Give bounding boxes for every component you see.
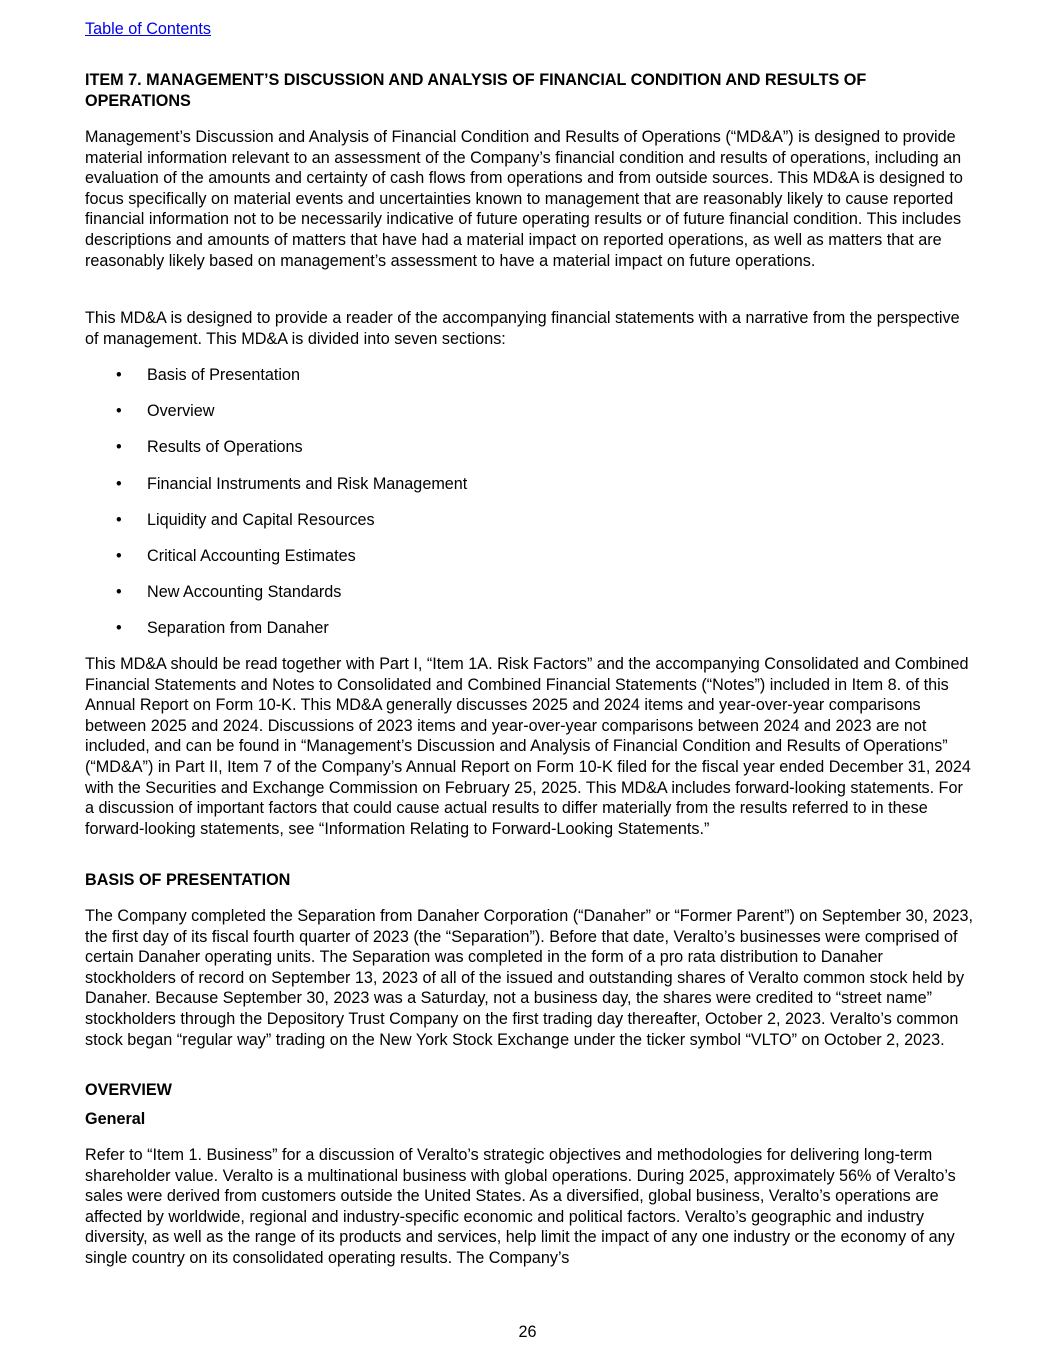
section-label: Results of Operations [147,438,303,457]
section-label: Critical Accounting Estimates [147,546,356,565]
section-label: Financial Instruments and Risk Management [147,474,468,493]
list-item [85,582,975,618]
item7-title: ITEM 7. MANAGEMENT’S DISCUSSION AND ANALYSIS OF FINANCIAL CONDITION AND RESULTS OF OPERATIONS [85,71,867,110]
item7-paragraph-1: Management’s Discussion and Analysis of Financial Condition and Results of Operations (“MD&A”) is designed to provide material information relevant to an assessment of the Company’s financial condition and results of operations, including an evaluation of the amounts and certainty of cash flows from operations and from outside sources. This MD&A is designed to focus specifically on material events and uncertainties known to management that are reasonably likely to cause reported financial information not to be necessarily indicative of future operating results or of future financial condition. This includes descriptions and amounts of matters that have had a material impact on reported operations, as well as matters that are reasonably likely based on management’s assessment to have a material impact on future operations. [85,128,963,270]
bullet-icon: • [116,546,122,565]
bullet-icon: • [116,474,122,493]
section-label: Overview [147,402,215,421]
list-item [85,401,975,437]
item7-paragraph-2: This MD&A is designed to provide a reader of the accompanying financial statements with a narrative from the perspective of management. This MD&A is divided into seven sections: [85,309,960,348]
section-label: New Accounting Standards [147,583,342,602]
overview-heading: OVERVIEW [85,1081,172,1099]
basis-paragraph: The Company completed the Separation from Danaher Corporation (“Danaher” or “Former Parent”) on September 30, 2023, the first day of its fiscal fourth quarter of 2023 (the “Separation”). Before that date, Veralto’s businesses were comprised of certain Danaher operating units. The Separation was completed in the form of a pro rata distribution to Danaher stockholders of record on September 13, 2023 of all of the issued and outstanding shares of Veralto common stock held by Danaher. Because September 30, 2023 was a Saturday, not a business day, the shares were credited to “street name” stockholders through the Depository Trust Company on the first trading day thereafter, October 2, 2023. Veralto’s common stock began “regular way” trading on the New York Stock Exchange under the ticker symbol “VLTO” on October 2, 2023. [85,907,974,1049]
bullet-icon: • [116,619,122,638]
section-label: Liquidity and Capital Resources [147,510,375,529]
list-item [85,510,975,546]
bullet-icon: • [116,583,122,602]
overview-subheading-general: General [85,1110,146,1128]
item7-paragraph-3: This MD&A should be read together with Part I, “Item 1A. Risk Factors” and the accompanying Consolidated and Combined Financial Statements and Notes to Consolidated and Combined Financial Statements (“Notes”) included in Item 8. of this Annual Report on Form 10-K. This MD&A generally discusses 2025 and 2024 items and year-over-year comparisons between 2025 and 2024. Discussions of 2023 items and year-over-year comparisons between 2024 and 2023 are not included, and can be found in “Management’s Discussion and Analysis of Financial Condition and Results of Operations” (“MD&A”) in Part II, Item 7 of the Company’s Annual Report on Form 10-K filed for the fiscal year ended December 31, 2024 with the Securities and Exchange Commission on February 25, 2025. This MD&A includes forward-looking statements. For a discussion of important factors that could cause actual results to differ materially from the results referred to in these forward-looking statements, see “Information Relating to Forward-Looking Statements.” [85,655,971,838]
mdna-sections-list [85,365,975,655]
bullet-icon: • [116,366,122,384]
basis-heading: BASIS OF PRESENTATION [85,871,291,889]
list-item [85,365,975,401]
section-label: Separation from Danaher [147,619,329,638]
bullet-icon: • [116,402,122,421]
table-of-contents-link[interactable]: Table of Contents [85,20,211,38]
list-item [85,474,975,510]
overview-paragraph: Refer to “Item 1. Business” for a discussion of Veralto’s strategic objectives and methodologies for delivering long-term shareholder value. Veralto is a multinational business with global operations. During 2025, approximately 56% of Veralto’s sales were derived from customers outside the United States. As a diversified, global business, Veralto’s operations are affected by worldwide, regional and industry-specific economic and political factors. Veralto’s geographic and industry diversity, as well as the range of its products and services, help limit the impact of any one industry or the economy of any single country on its consolidated operating results. The Company’s [85,1146,956,1267]
section-label: Basis of Presentation [147,366,300,384]
list-item [85,437,975,473]
list-item [85,618,975,654]
list-item [85,546,975,582]
bullet-icon: • [116,510,122,529]
page-number: 26 [518,1323,537,1341]
bullet-icon: • [116,438,122,457]
